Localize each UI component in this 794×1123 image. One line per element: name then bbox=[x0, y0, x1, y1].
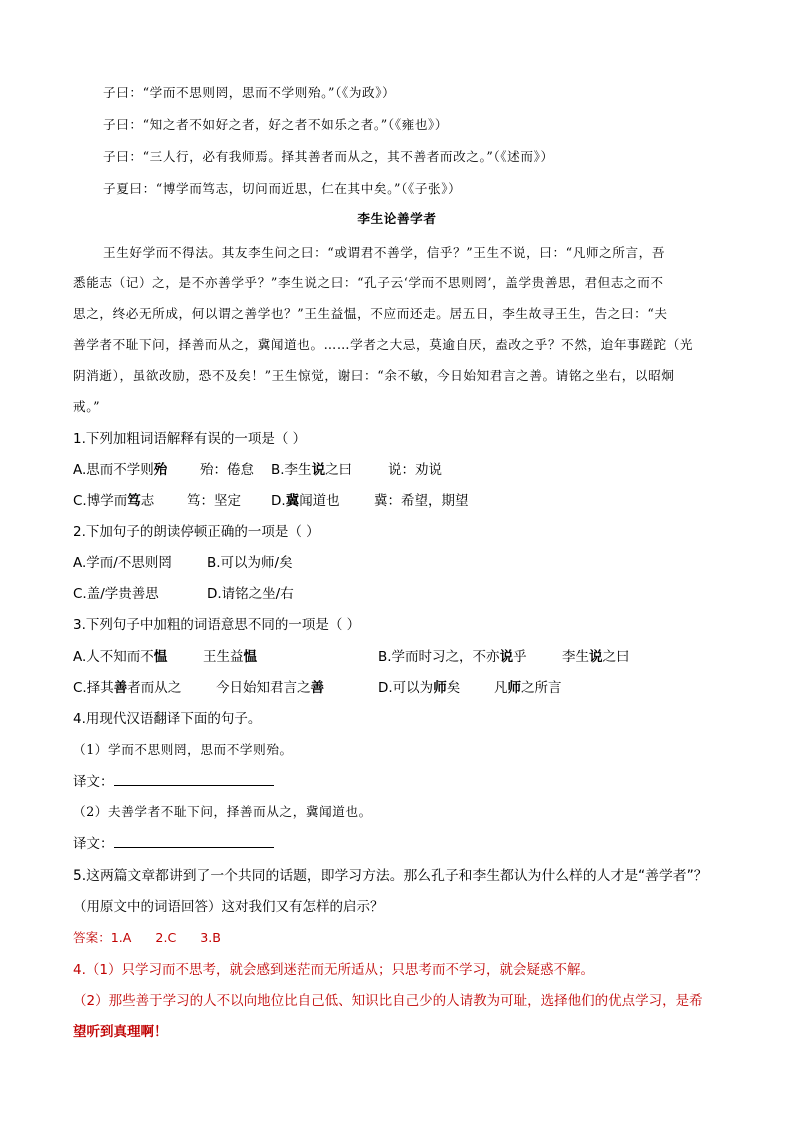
answer-key-4: 望听到真理啊！ bbox=[73, 1024, 168, 1040]
q4-translation-2 bbox=[73, 832, 274, 852]
q1-option-d-gloss: 冀：希望，期望 bbox=[374, 493, 469, 509]
translation-label: 译文： bbox=[73, 774, 114, 790]
answer-key-2: 4.（1）只学习而不思考，就会感到迷茫而无所适从；只思考而不学习，就会疑惑不解。 bbox=[73, 962, 594, 978]
q2-option-c: C.盖/学贵善思 bbox=[73, 586, 159, 602]
q4-stem: 4.用现代汉语翻译下面的句子。 bbox=[73, 711, 262, 727]
translation-label: 译文： bbox=[73, 836, 114, 852]
q3-option-c-2: 今日始知君言之善 bbox=[216, 680, 324, 696]
passage-line-5: 阴消逝），虽欲改励，恐不及矣！”王生惊觉，谢曰：“余不敏，今日始知君言之善。请铭之坐右，以昭炯 bbox=[73, 368, 675, 383]
answer-blank-2[interactable] bbox=[114, 835, 274, 848]
q1-option-c-gloss: 笃：坚定 bbox=[187, 493, 241, 509]
passage-line-3: 思之，终必无所成，何以谓之善学也？”王生益愠，不应而还走。居五日，李生故寻王生，告之曰：“夫 bbox=[73, 306, 668, 321]
q3-option-a-2: 王生益愠 bbox=[203, 649, 257, 665]
q3-option-b-1: B.学而时习之，不亦说乎 bbox=[378, 649, 527, 665]
answer-key-3: （2）那些善于学习的人不以向地位比自己低、知识比自己少的人请教为可耻，选择他们的优点学习，是希 bbox=[73, 993, 703, 1009]
q1-option-c: C.博学而笃志 bbox=[73, 493, 155, 509]
quote-4: 子夏曰：“博学而笃志，切问而近思，仁在其中矣。”（《子张》） bbox=[103, 181, 462, 196]
q1-option-b-gloss: 说：劝说 bbox=[388, 462, 442, 478]
q2-option-b: B.可以为师/矣 bbox=[207, 555, 293, 571]
quote-2: 子曰：“知之者不如好之者，好之者不如乐之者。”（《雍也》） bbox=[103, 117, 449, 132]
q1-option-b: B.李生说之曰 bbox=[271, 462, 353, 478]
q3-option-d-2: 凡师之所言 bbox=[494, 680, 562, 696]
quote-3: 子曰：“三人行，必有我师焉。择其善者而从之，其不善者而改之。”（《述而》） bbox=[103, 149, 554, 164]
passage-line-1: 王生好学而不得法。其友李生问之曰：“或谓君不善学，信乎？”王生不说，曰：“凡师之所言，吾 bbox=[103, 245, 666, 260]
q2-option-a: A.学而/不思则罔 bbox=[73, 555, 172, 571]
passage-line-2: 悉能志（记）之，是不亦善学乎？”李生说之曰：“孔子云‘学而不思则罔’，盖学贵善思，君但志之而不 bbox=[73, 275, 664, 290]
q3-option-c-1: C.择其善者而从之 bbox=[73, 680, 182, 696]
q4-sentence-1: （1）学而不思则罔，思而不学则殆。 bbox=[73, 742, 293, 757]
q3-option-a-1: A.人不知而不愠 bbox=[73, 649, 168, 665]
quote-1: 子曰：“学而不思则罔，思而不学则殆。”（《为政》） bbox=[103, 85, 396, 100]
q2-option-d: D.请铭之坐/右 bbox=[207, 586, 294, 602]
answer-key-1: 答案：1.A 2.C 3.B bbox=[73, 930, 221, 945]
q3-stem: 3.下列句子中加粗的词语意思不同的一项是（ ） bbox=[73, 617, 361, 633]
answer-blank-1[interactable] bbox=[114, 773, 274, 786]
q1-option-a-gloss: 殆：倦怠 bbox=[200, 462, 254, 478]
q2-stem: 2.下加句子的朗读停顿正确的一项是（ ） bbox=[73, 524, 320, 540]
passage-line-6: 戒。” bbox=[73, 399, 101, 414]
q5-line-1: 5.这两篇文章都讲到了一个共同的话题，即学习方法。那么孔子和李生都认为什么样的人才是“善学者”？ bbox=[73, 868, 708, 884]
q1-option-d: D.冀闻道也 bbox=[271, 493, 340, 509]
q1-option-a: A.思而不学则殆 bbox=[73, 462, 168, 478]
q3-option-b-2: 李生说之曰 bbox=[562, 649, 630, 665]
q1-stem: 1.下列加粗词语解释有误的一项是（ ） bbox=[73, 431, 307, 447]
passage-line-4: 善学者不耻下问，择善而从之，冀闻道也。……学者之大忌，莫逾自厌，盍改之乎？不然，迨年事蹉跎（光 bbox=[73, 337, 694, 352]
q5-line-2: （用原文中的词语回答）这对我们又有怎样的启示？ bbox=[73, 899, 384, 915]
passage-title: 李生论善学者 bbox=[357, 211, 437, 226]
q3-option-d-1: D.可以为师矣 bbox=[378, 680, 461, 696]
q4-sentence-2: （2）夫善学者不耻下问，择善而从之，冀闻道也。 bbox=[73, 804, 372, 819]
q4-translation-1 bbox=[73, 770, 274, 790]
